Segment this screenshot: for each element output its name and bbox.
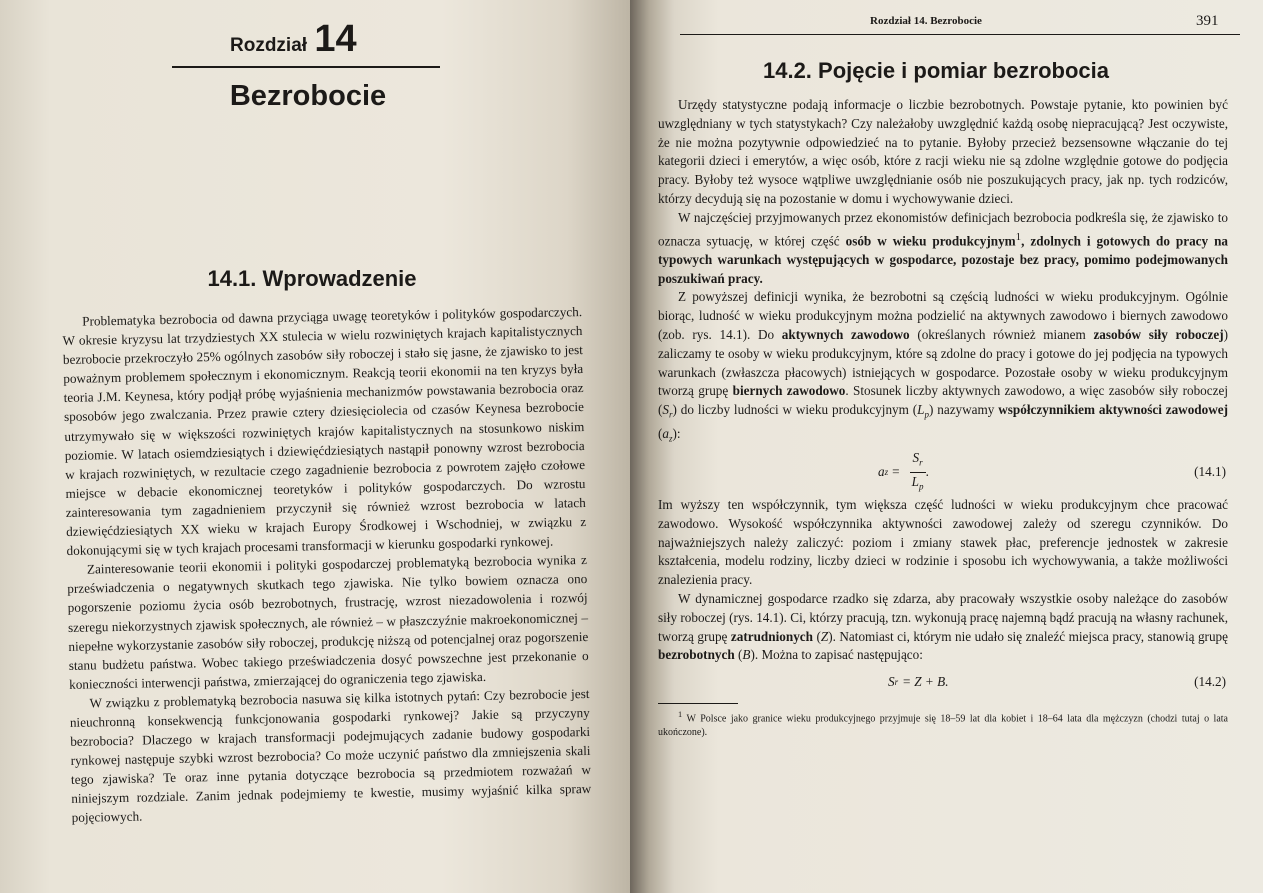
fraction: $\frac{S_r}{L_p}$ [910,449,926,495]
term-highlight: współczynnikiem aktywności zawodowej [998,402,1228,418]
term-highlight: zasobów siły roboczej [1093,326,1224,342]
page-number: 391 [1196,13,1219,29]
chapter-label: Rozdział [230,35,308,56]
term-highlight: , zdolnych i gotowych do pracy na typowych warunkach występujących w gospodarce, pozostaje bez pracy, pomimo podejmowanych poszukiwań pracy. [658,232,1228,286]
section-title-intro: 14.1. Wprowadzenie [207,266,417,291]
paragraph: W dynamicznej gospodarce rzadko się zdarza, aby pracowały wszystkie osoby należące do zasobów siły roboczej (rys. 14.1). Ci, którzy pracują, tzn. wykonują pracę najemną bądź pracują na własny rachunek, tworzą grupę zatrudnionych (Z). Natomiast ci, którym nie udało się znaleźć miejsca pracy, stanowią grupę bezrobotnych (B). Można to zapisać następująco: [658,591,1228,663]
footnote-divider [658,703,738,704]
paragraph: W związku z problematyką bezrobocia nasuwa się kilka istotnych pytań: Czy bezrobocie jest nieuchronną konsekwencją funkcjonowania gospodarki rynkowej? Jakie są przyczyny bezrobocia? Dlaczego w krajach transformacji podejmujących zadanie budowy gospodarki rynkowej następuje szybki wzrost bezrobocia? Co może uczynić państwo dla zmniejszenia skali tego zjawiska? Te oraz inne pytania dotyczące bezrobocia są przedmiotem rozważań w niniejszym rozdziale. Zanim jednak podejmiemy te kwestie, musimy wyjaśnić kilka spraw pojęciowych. [69,685,592,826]
paragraph: Z powyższej definicji wynika, że bezrobotni są częścią ludności w wieku produkcyjnym. Ogólnie biorąc, ludność w wieku produkcyjnym można podzielić na aktywnych zawodowo i biernych zawodowo (zob. rys. 14.1). Do aktywnych zawodowo (określanych również mianem zasobów siły roboczej) zaliczamy te osoby w wieku produkcyjnym, które są zdolne do pracy i gotowe do jej podjęcia na typowych warunkach (zwłaszcza płacowych) istniejących w gospodarce. Pozostałe osoby w wieku produkcyjnym tworzą grupę biernych zawodowo. Stosunek liczby aktywnych zawodowo, a więc zasobów siły roboczej $(S_r)$ do liczby ludności w wieku produkcyjnym $(L_p)$ nazywamy współczynnikiem aktywności zawodowej $(a_z)$: [658,289,1229,444]
definition-body [658,96,1228,739]
equation-number: (14.1) [1194,463,1226,479]
term-highlight: bezrobotnych [658,647,735,663]
footnote: $^1$ W Polsce jako granice wieku produkcyjnego przyjmuje się 18–59 lat dla kobiet i 18–64 lata dla mężczyzn (chodzi tutaj o lata ukończone). [658,710,1228,738]
paragraph: Im wyższy ten współczynnik, tym większa część ludności w wieku produkcyjnym chce pracować zawodowo. Wysokość współczynnika aktywności zawodowej zależy od szeregu czynników. Do najważniejszych należy zaliczyć: poziom i zmiany stawek płac, preferencje jednostek w zakresie kształcenia, modelu rodziny, liczby dzieci w rodzinie i sposobu ich wychowywania, a także możliwości znalezienia pracy. [658,497,1228,588]
footnote-ref: 1 [1015,230,1022,243]
paragraph: W najczęściej przyjmowanych przez ekonomistów definicjach bezrobocia podkreśla się, że zjawisko to oznacza sytuację, w której część osób w wieku produkcyjnym$^1$, zdolnych i gotowych do pracy na typowych warunkach występujących w gospodarce, pozostaje bez pracy, pomimo podejmowanych poszukiwań pracy. [658,209,1228,286]
chapter-divider [172,66,440,68]
formula-14-1: a z = $\frac{S_r}{L_p}$ . (14.1) [658,450,1228,494]
paragraph: Zainteresowanie teorii ekonomii i polityki gospodarczej problematyką bezrobocia wynika z przeświadczenia o negatywnych skutkach tego zjawiska. Nie tylko bowiem oznacza ono pogorszenie poziomu życia osób bezrobotnych, frustrację, wzrost niezadowolenia i rozwój szeregu niekorzystnych zjawisk społecznych, ale również – w płaszczyźnie makroekonomicznej – niepełne wykorzystanie zasobów siły roboczej, produkcję niższą od potencjalnej oraz pogorszenie stanu budżetu państwa. Wobec takiego przeświadczenia dosyć powszechne jest przekonanie o konieczności interwencji państwa, zmierzającej do ograniczenia tego zjawiska. [67,552,589,692]
right-page [630,0,1263,893]
left-page [0,0,630,893]
intro-body [62,302,592,827]
chapter-number: 14 [314,18,357,60]
term-highlight: biernych zawodowo [732,383,846,399]
term-highlight: aktywnych zawodowo [781,326,910,342]
chapter-title: Bezrobocie [229,80,387,112]
paragraph: Problematyka bezrobocia od dawna przyciąga uwagę teoretyków i polityków gospodarczych. W okresie kryzysu lat trzydziestych XX stulecia w wielu rozwiniętych krajach kapitalistycznych bezrobocie przekroczyło 25% ogólnych zasobów siły roboczej i stało się jasne, że zjawisko to jest poważnym problemem społecznym i ekonomicznym. Reakcją teorii ekonomii na ten kryzys była teoria J.M. Keynesa, który podjął próbę wyjaśnienia mechanizmów powstawania bezrobocia oraz sposobów jego zwalczania. Przez prawie cztery dziesięciolecia od czasów Keynesa bezrobocie utrzymywało się w większości rozwiniętych krajów kapitalistycznych na stosunkowo niskim poziomie. W latach osiemdziesiątych i dziewięćdziesiątych nastąpił ponowny wzrost bezrobocia w krajach rozwiniętych, w rezultacie czego zagadnienie bezrobocia z powrotem zajęło czołowe miejsce w debacie ekonomicznej teoretyków i polityków gospodarczych. Do wzrostu zainteresowania tym zagadnieniem przyczynił się również wzrost bezrobocia w latach dziewięćdziesiątych XX wieku w krajach Europy Środkowej i Wschodniej, w związku z dokonującymi się w tych krajach procesami transformacji w kierunku gospodarki rynkowej. [62,304,587,559]
term-highlight: osób w wieku produkcyjnym [845,232,1016,248]
term-highlight: zatrudnionych [730,628,813,644]
section-title-definition: 14.2. Pojęcie i pomiar bezrobocia [762,58,1110,83]
chapter-heading [230,18,357,61]
equation-number: (14.2) [1194,673,1226,689]
header-divider [680,34,1240,35]
paragraph: Urzędy statystyczne podają informacje o liczbie bezrobotnych. Powstaje pytanie, kto powinien być uwzględniany w tych statystykach? Czy należałoby uwzględnić każdą osobę niepracującą? Jest oczywiste, że nie można pozytywnie odpowiedzieć na to pytanie. Byłoby przecież bezsensowne włączanie do tej kategorii dzieci i emerytów, a więc osób, które z racji wieku nie są zdolne względnie gotowe do podjęcia pracy. Byłoby też wysoce wątpliwe uwzględnianie osób nie poszukujących pracy, jak np. tych rodziców, którzy decydują się na pozostanie w domu i wychowywanie dzieci. [658,97,1228,206]
formula-14-2: S r = Z + B. (14.2) [658,667,1228,697]
running-head: Rozdział 14. Bezrobocie [870,15,982,27]
